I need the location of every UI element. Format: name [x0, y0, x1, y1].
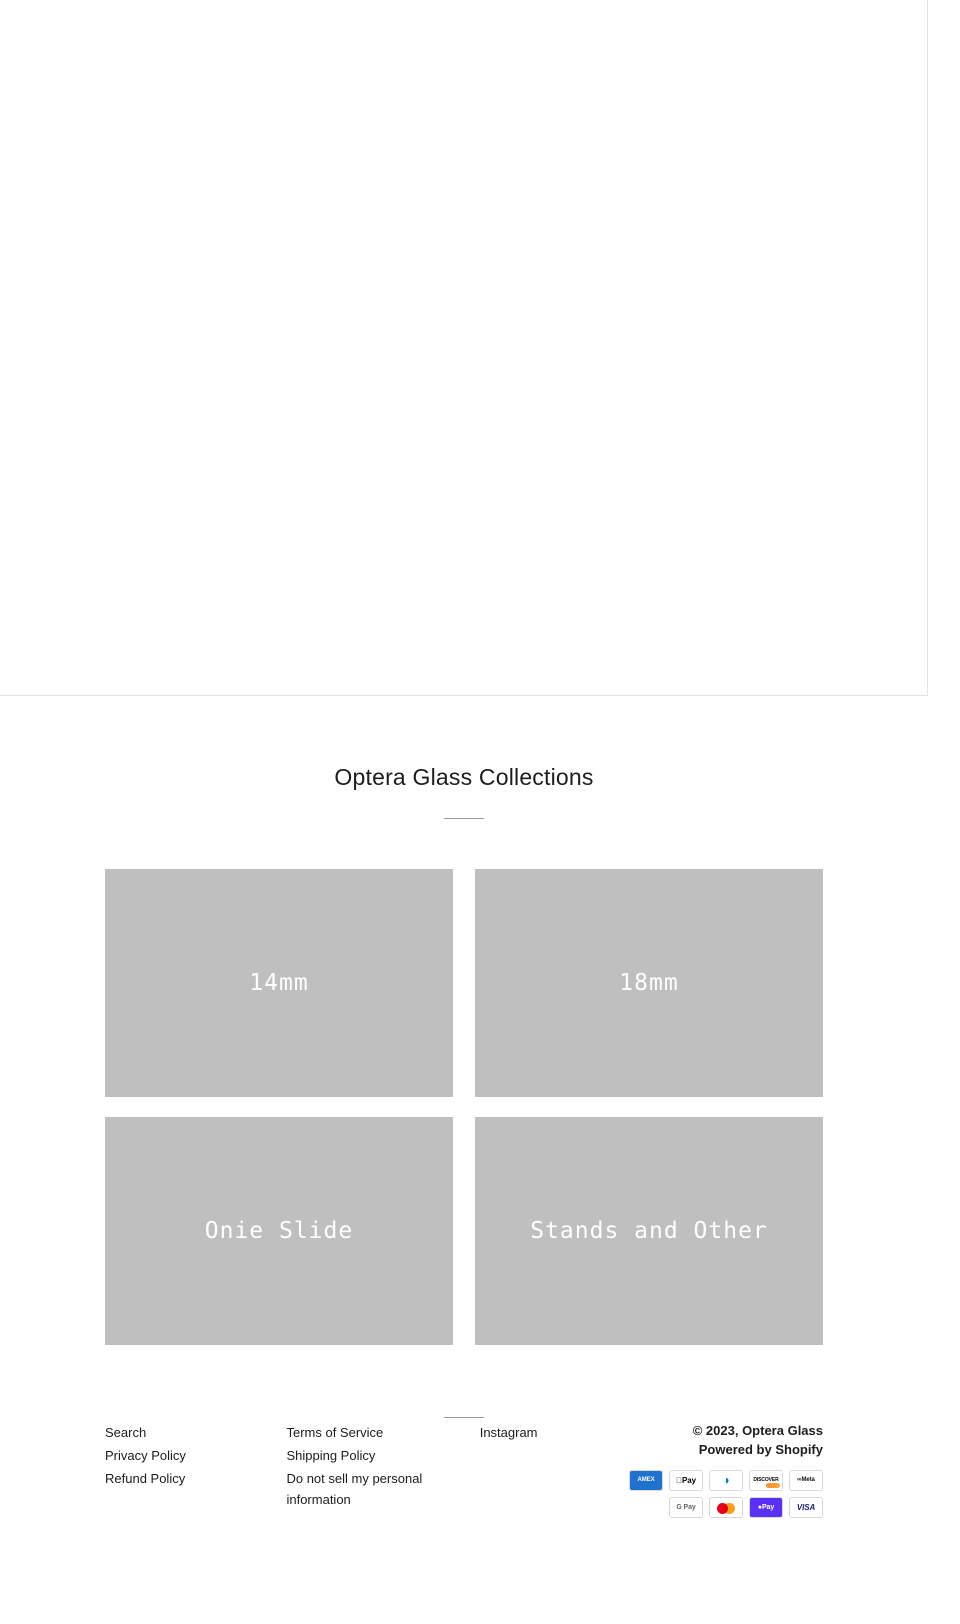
footer-link-refund-policy[interactable]: Refund Policy [105, 1471, 186, 1486]
payment-methods [627, 1470, 823, 1518]
collections-section [0, 696, 928, 1418]
footer-divider [444, 1417, 484, 1418]
shop-pay-icon: ●Pay [749, 1497, 783, 1518]
apple-pay-icon: Pay [669, 1470, 703, 1491]
footer-column-three [480, 1421, 627, 1444]
powered-by-text [627, 1440, 823, 1459]
collection-card-label: Stands and Other [530, 1218, 768, 1244]
site-footer [0, 1421, 928, 1558]
footer-link-search[interactable]: Search [105, 1425, 147, 1440]
footer-column-one [105, 1421, 286, 1490]
shopify-link[interactable]: Shopify [775, 1442, 823, 1457]
google-pay-icon: G Pay [669, 1497, 703, 1518]
hero-region [0, 0, 928, 696]
footer-link-do-not-sell-my-personal-information[interactable]: Do not sell my personal information [286, 1471, 423, 1507]
title-divider [444, 818, 484, 819]
collection-card-label: Onie Slide [204, 1218, 354, 1244]
footer-content [105, 1421, 823, 1518]
page-title: Optera Glass Collections [334, 764, 594, 790]
visa-icon: VISA [789, 1497, 823, 1518]
footer-link-shipping-policy[interactable]: Shipping Policy [286, 1448, 376, 1463]
diners-club-icon: ◑ [709, 1470, 743, 1491]
collection-card-stands-and-other[interactable] [475, 1117, 823, 1345]
footer-link-privacy-policy[interactable]: Privacy Policy [105, 1448, 186, 1463]
collections-grid [105, 869, 823, 1345]
copyright-text: © 2023, Optera Glass [692, 1423, 823, 1438]
footer-column-two [286, 1421, 479, 1511]
footer-link-instagram[interactable]: Instagram [479, 1425, 538, 1440]
collection-card-18mm[interactable] [475, 869, 823, 1097]
collection-card-label: 14mm [249, 970, 309, 996]
footer-legal [627, 1421, 823, 1518]
mastercard-icon [709, 1497, 743, 1518]
amex-icon: AMEX [629, 1470, 663, 1491]
collection-card-onie-slide[interactable] [105, 1117, 453, 1345]
collection-card-14mm[interactable] [105, 869, 453, 1097]
powered-by-prefix: Powered by [698, 1442, 776, 1457]
footer-link-terms-of-service[interactable]: Terms of Service [286, 1425, 384, 1440]
meta-pay-icon: ∞Meta [789, 1470, 823, 1491]
collection-card-label: 18mm [619, 970, 679, 996]
discover-icon: DISCOVER [749, 1470, 783, 1491]
